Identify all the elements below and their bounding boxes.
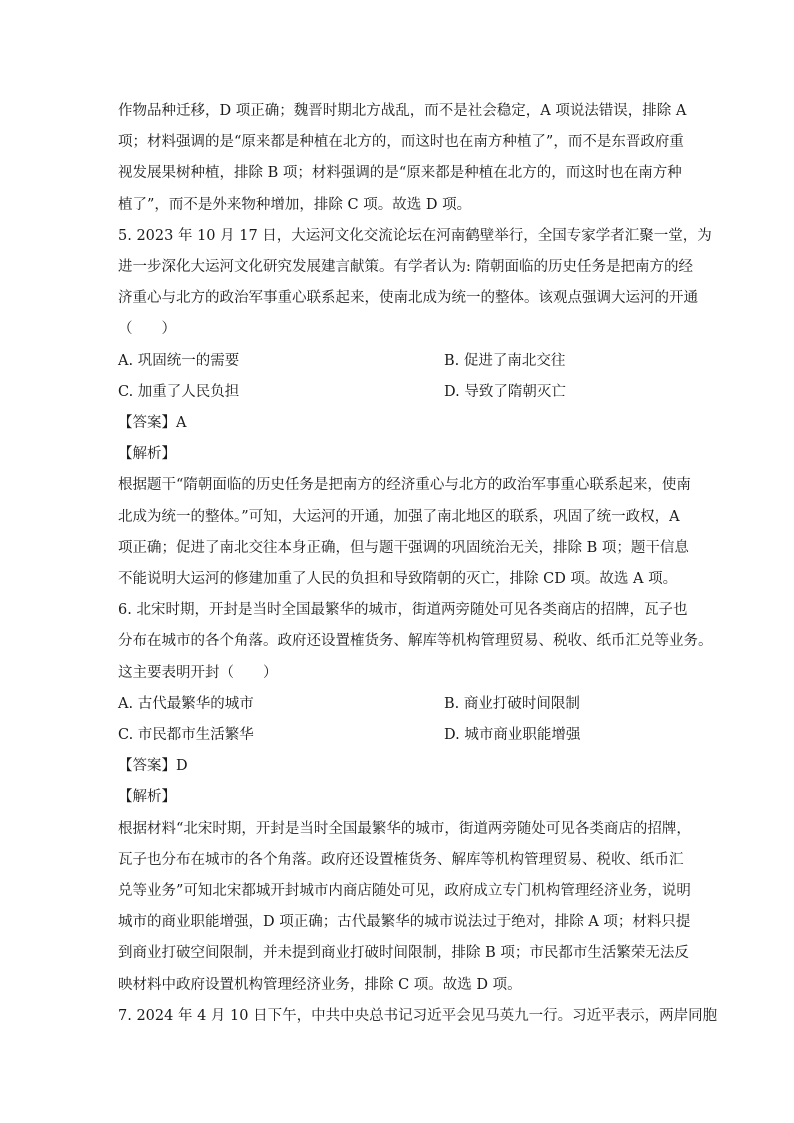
question-6 [118,595,713,1001]
analysis-line: 城市的商业职能增强，D 项正确；古代最繁华的城市说法过于绝对，排除 A 项；材料只提 [118,914,691,931]
question-stem-line: 5. 2023 年 10 月 17 日，大运河文化交流论坛在河南鹤壁举行，全国专家学者汇聚一堂，为 [118,227,712,244]
option-b: B. 促进了南北交往 [444,352,566,369]
option-d: D. 导致了隋朝灭亡 [444,383,566,400]
analysis-line: 兑等业务”可知北宋都城开封城市内商店随处可见，政府成立专门机构管理经济业务，说明 [118,883,691,900]
question-stem-line: 这主要表明开封（ ） [118,664,278,681]
options-row [118,689,678,720]
question-5 [118,221,712,595]
question-stem-line: 进一步深化大运河文化研究发展建言献策。有学者认为: 隋朝面临的历史任务是把南方的经 [118,259,693,276]
analysis-line: 根据材料“北宋时期，开封是当时全国最繁华的城市，街道两旁随处可见各类商店的招牌， [118,820,691,837]
option-c: C. 市民都市生活繁华 [118,727,254,744]
analysis-line: 项正确；促进了南北交往本身正确，但与题干强调的巩固统治无关，排除 B 项；题干信息 [118,539,689,556]
option-b: B. 商业打破时间限制 [444,695,580,712]
options-row [118,377,678,408]
option-d: D. 城市商业职能增强 [444,727,581,744]
analysis-line: 不能说明大运河的修建加重了人民的负担和导致隋朝的灭亡，排除 CD 项。故选 A 项。 [118,571,678,588]
option-a: A. 巩固统一的需要 [118,352,240,369]
text-line: 作物品种迁移，D 项正确；魏晋时期北方战乱，而不是社会稳定，A 项说法错误，排除 A [118,103,687,119]
answer-line: 【答案】A [118,415,187,432]
question-7 [118,1001,718,1032]
analysis-line: 北成为统一的整体。”可知，大运河的开通，加强了南北地区的联系，巩固了统一政权，A [118,508,680,525]
analysis-line: 映材料中政府设置机构管理经济业务，排除 C 项。故选 D 项。 [118,976,522,993]
question-stem-line: 分布在城市的各个角落。政府还设置榷货务、解库等机构管理贸易、税收、纸币汇兑等业务。 [118,633,713,650]
option-a: A. 古代最繁华的城市 [118,695,254,712]
document-page [118,96,718,1032]
analysis-line: 瓦子也分布在城市的各个角落。政府还设置榷货务、解库等机构管理贸易、税收、纸币汇 [118,851,684,868]
question-stem-line: 6. 北宋时期，开封是当时全国最繁华的城市，街道两旁随处可见各类商店的招牌，瓦子也 [118,602,688,619]
analysis-line: 根据题干“隋朝面临的历史任务是把南方的经济重心与北方的政治军事重心联系起来，使南 [118,477,691,494]
question-stem-line: （ ） [118,321,176,338]
answer-line: 【答案】D [118,758,188,775]
text-line: 植了”，而不是外来物种增加，排除 C 项。故选 D 项。 [118,196,472,213]
options-row [118,346,678,377]
previous-analysis-continuation [118,96,687,221]
options-row [118,720,678,751]
option-c: C. 加重了人民负担 [118,383,240,400]
analysis-label: 【解析】 [118,446,176,463]
analysis-line: 到商业打破空间限制，并未提到商业打破时间限制，排除 B 项；市民都市生活繁荣无法反 [118,945,689,962]
text-line: 视发展果树种植，排除 B 项；材料强调的是“原来都是种植在北方的，而这时也在南方种 [118,165,682,182]
text-line: 项；材料强调的是“原来都是种植在北方的，而这时也在南方种植了”，而不是东晋政府重 [118,134,684,151]
question-stem-line: 7. 2024 年 4 月 10 日下午，中共中央总书记习近平会见马英九一行。习近平表示，两岸同胞 [118,1007,718,1024]
question-stem-line: 济重心与北方的政治军事重心联系起来，使南北成为统一的整体。该观点强调大运河的开通 [118,290,698,307]
analysis-label: 【解析】 [118,789,176,806]
